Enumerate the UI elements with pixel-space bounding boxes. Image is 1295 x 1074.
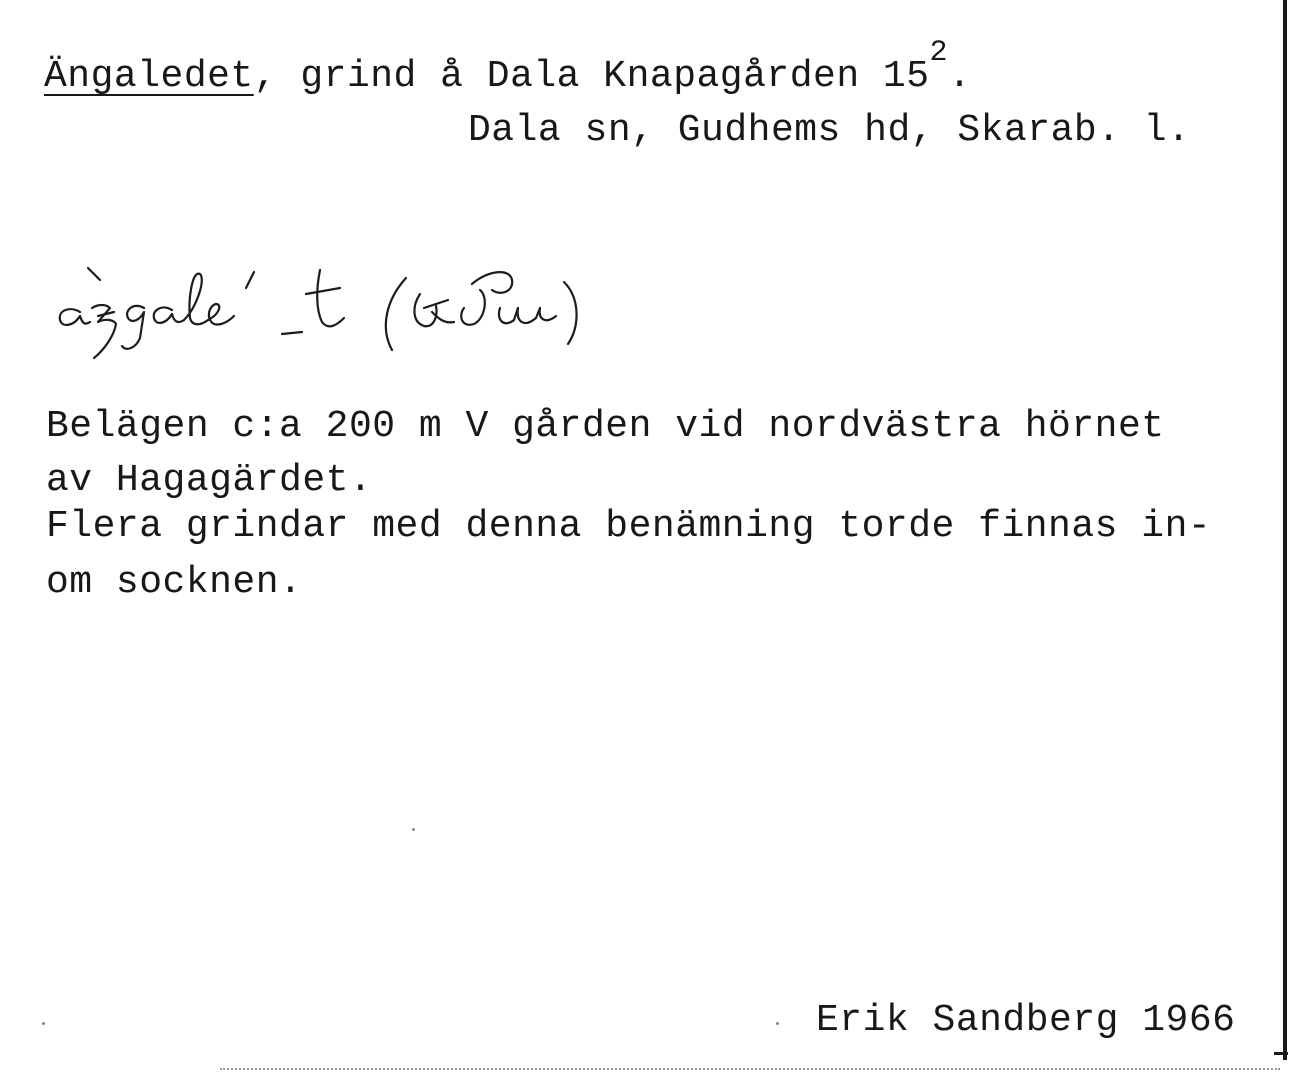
card-corner-mark <box>1274 1052 1288 1055</box>
card-heading <box>44 36 972 98</box>
body-line-4: om socknen. <box>46 561 303 604</box>
scan-speck <box>776 1022 779 1025</box>
signature: Erik Sandberg 1966 <box>816 999 1236 1042</box>
heading-description: , grind å Dala Knapagården 15 <box>253 55 930 98</box>
heading-superscript: 2 <box>929 36 949 70</box>
scan-speck <box>412 828 415 831</box>
body-line-3: Flera grindar med denna benämning torde finnas in- <box>46 505 1212 548</box>
headword: Ängaledet <box>44 55 254 98</box>
card-bottom-edge <box>220 1068 1280 1072</box>
card-right-edge <box>1283 0 1287 1060</box>
body-line-1: Belägen c:a 200 m V gården vid nordvästra hörnet <box>46 405 1165 448</box>
heading-end: . <box>948 55 972 98</box>
body-line-2: av Hagagärdet. <box>46 459 373 502</box>
handwritten-pronunciation <box>40 250 620 370</box>
location-line: Dala sn, Gudhems hd, Skarab. l. <box>468 109 1191 152</box>
scan-speck <box>42 1022 45 1025</box>
